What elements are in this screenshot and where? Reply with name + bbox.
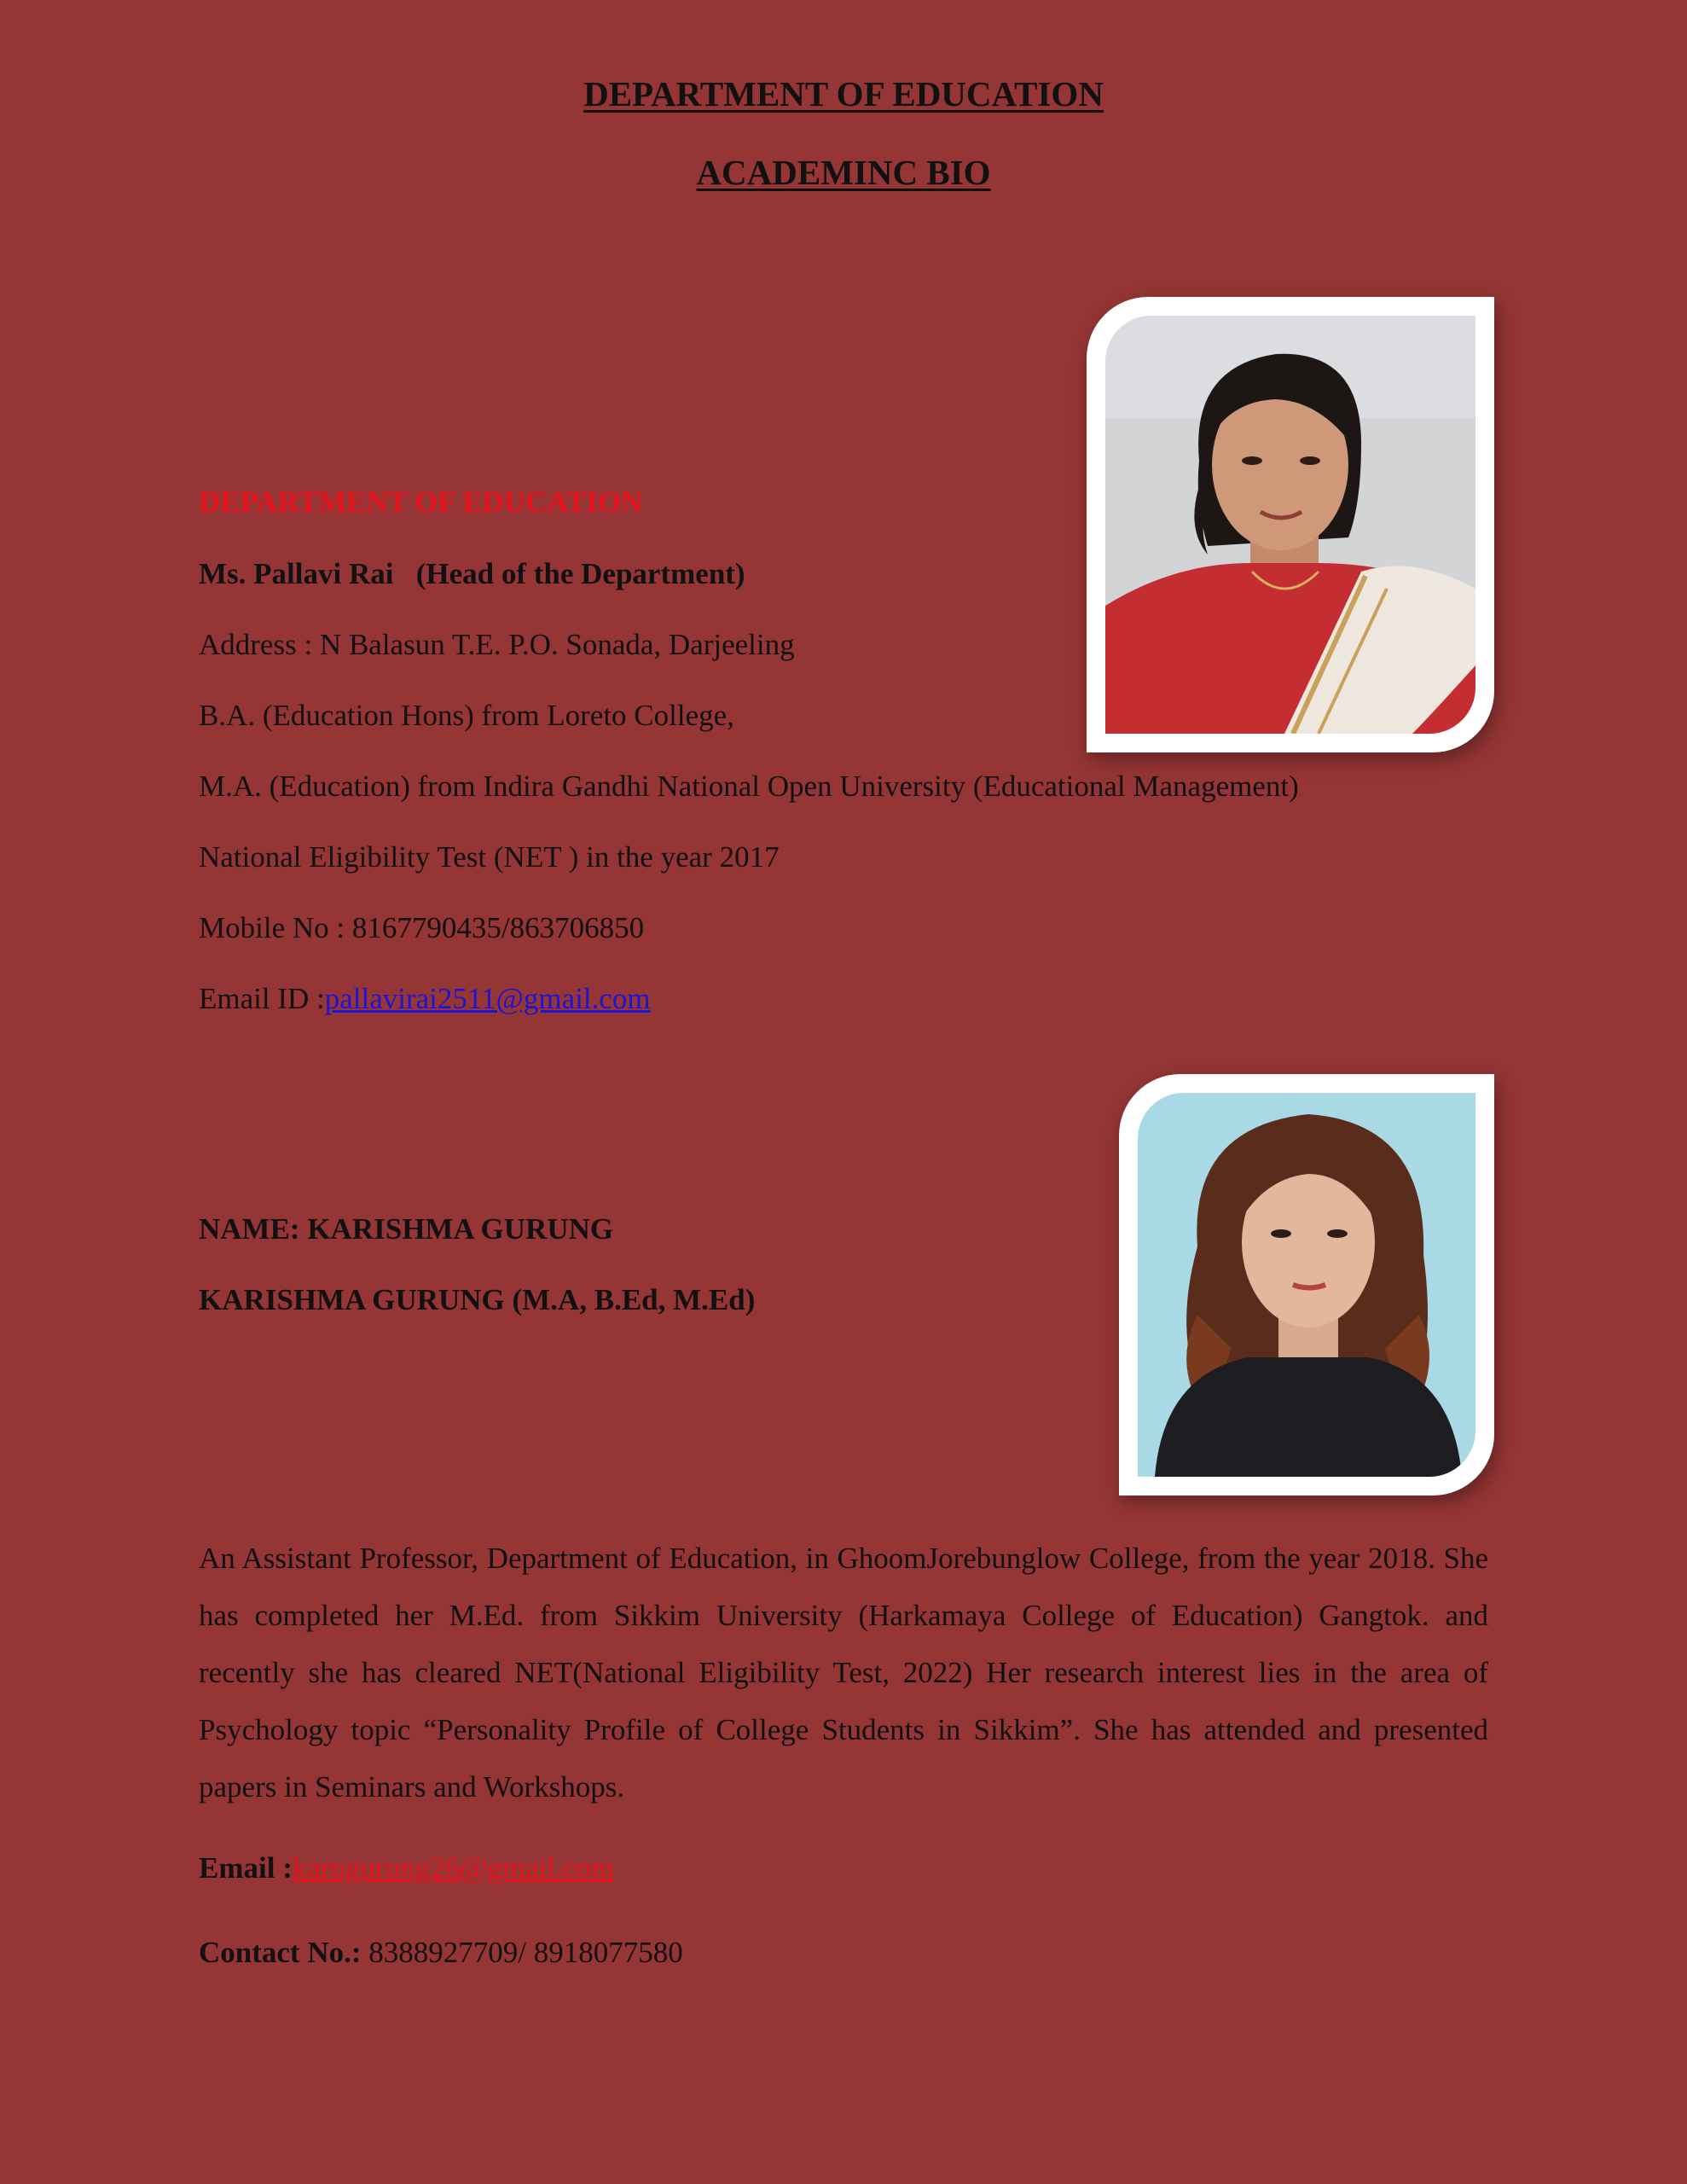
net-line: National Eligibility Test (NET ) in the year 2017 (199, 840, 780, 874)
email-link[interactable]: karugurung26@gmail.com (292, 1851, 615, 1885)
page-title: DEPARTMENT OF EDUCATION (583, 74, 1104, 113)
faculty-role: (Head of the Department) (415, 557, 745, 590)
email-label: Email : (199, 1851, 293, 1885)
email-line (199, 981, 651, 1017)
profile-photo-karishma-gurung (1119, 1074, 1494, 1496)
faculty-name-heading: NAME: KARISHMA GURUNG (199, 1212, 614, 1246)
email-line (199, 1850, 614, 1886)
portrait-image (1105, 316, 1475, 734)
qualification-line: B.A. (Education Hons) from Loreto College, (199, 699, 734, 732)
contact-label: Contact No.: (199, 1936, 362, 1969)
address-line: Address : N Balasun T.E. P.O. Sonada, Darjeeling (199, 628, 795, 661)
profile-photo-pallavi-rai (1087, 297, 1494, 752)
email-label: Email ID : (199, 982, 325, 1015)
contact-line (199, 1935, 683, 1971)
department-label: DEPARTMENT OF EDUCATION (199, 485, 643, 519)
faculty-name-heading (199, 556, 745, 592)
email-link[interactable]: pallavirai2511@gmail.com (324, 982, 651, 1015)
page-subtitle: ACADEMINC BIO (696, 153, 991, 192)
qualification-line: M.A. (Education) from Indira Gandhi National Open University (Educational Management) (199, 770, 1299, 803)
faculty-name: Ms. Pallavi Rai (199, 557, 394, 590)
mobile-line: Mobile No : 8167790435/863706850 (199, 911, 645, 944)
contact-number: 8388927709/ 8918077580 (361, 1936, 683, 1969)
portrait-image (1138, 1093, 1475, 1477)
bio-paragraph: An Assistant Professor, Department of Education, in GhoomJorebunglow College, from the year 2018. She has completed her M.Ed. from Sikkim University (Harkamaya College of Education) Gangtok. and recently she has cleared NET(National Eligibility Test, 2022) Her research interest lies in the area of Psychology topic “Personality Profile of College Students in Sikkim”. She has attended and presented papers in Seminars and Workshops. (199, 1542, 1488, 1804)
faculty-degrees: KARISHMA GURUNG (M.A, B.Ed, M.Ed) (199, 1283, 756, 1316)
